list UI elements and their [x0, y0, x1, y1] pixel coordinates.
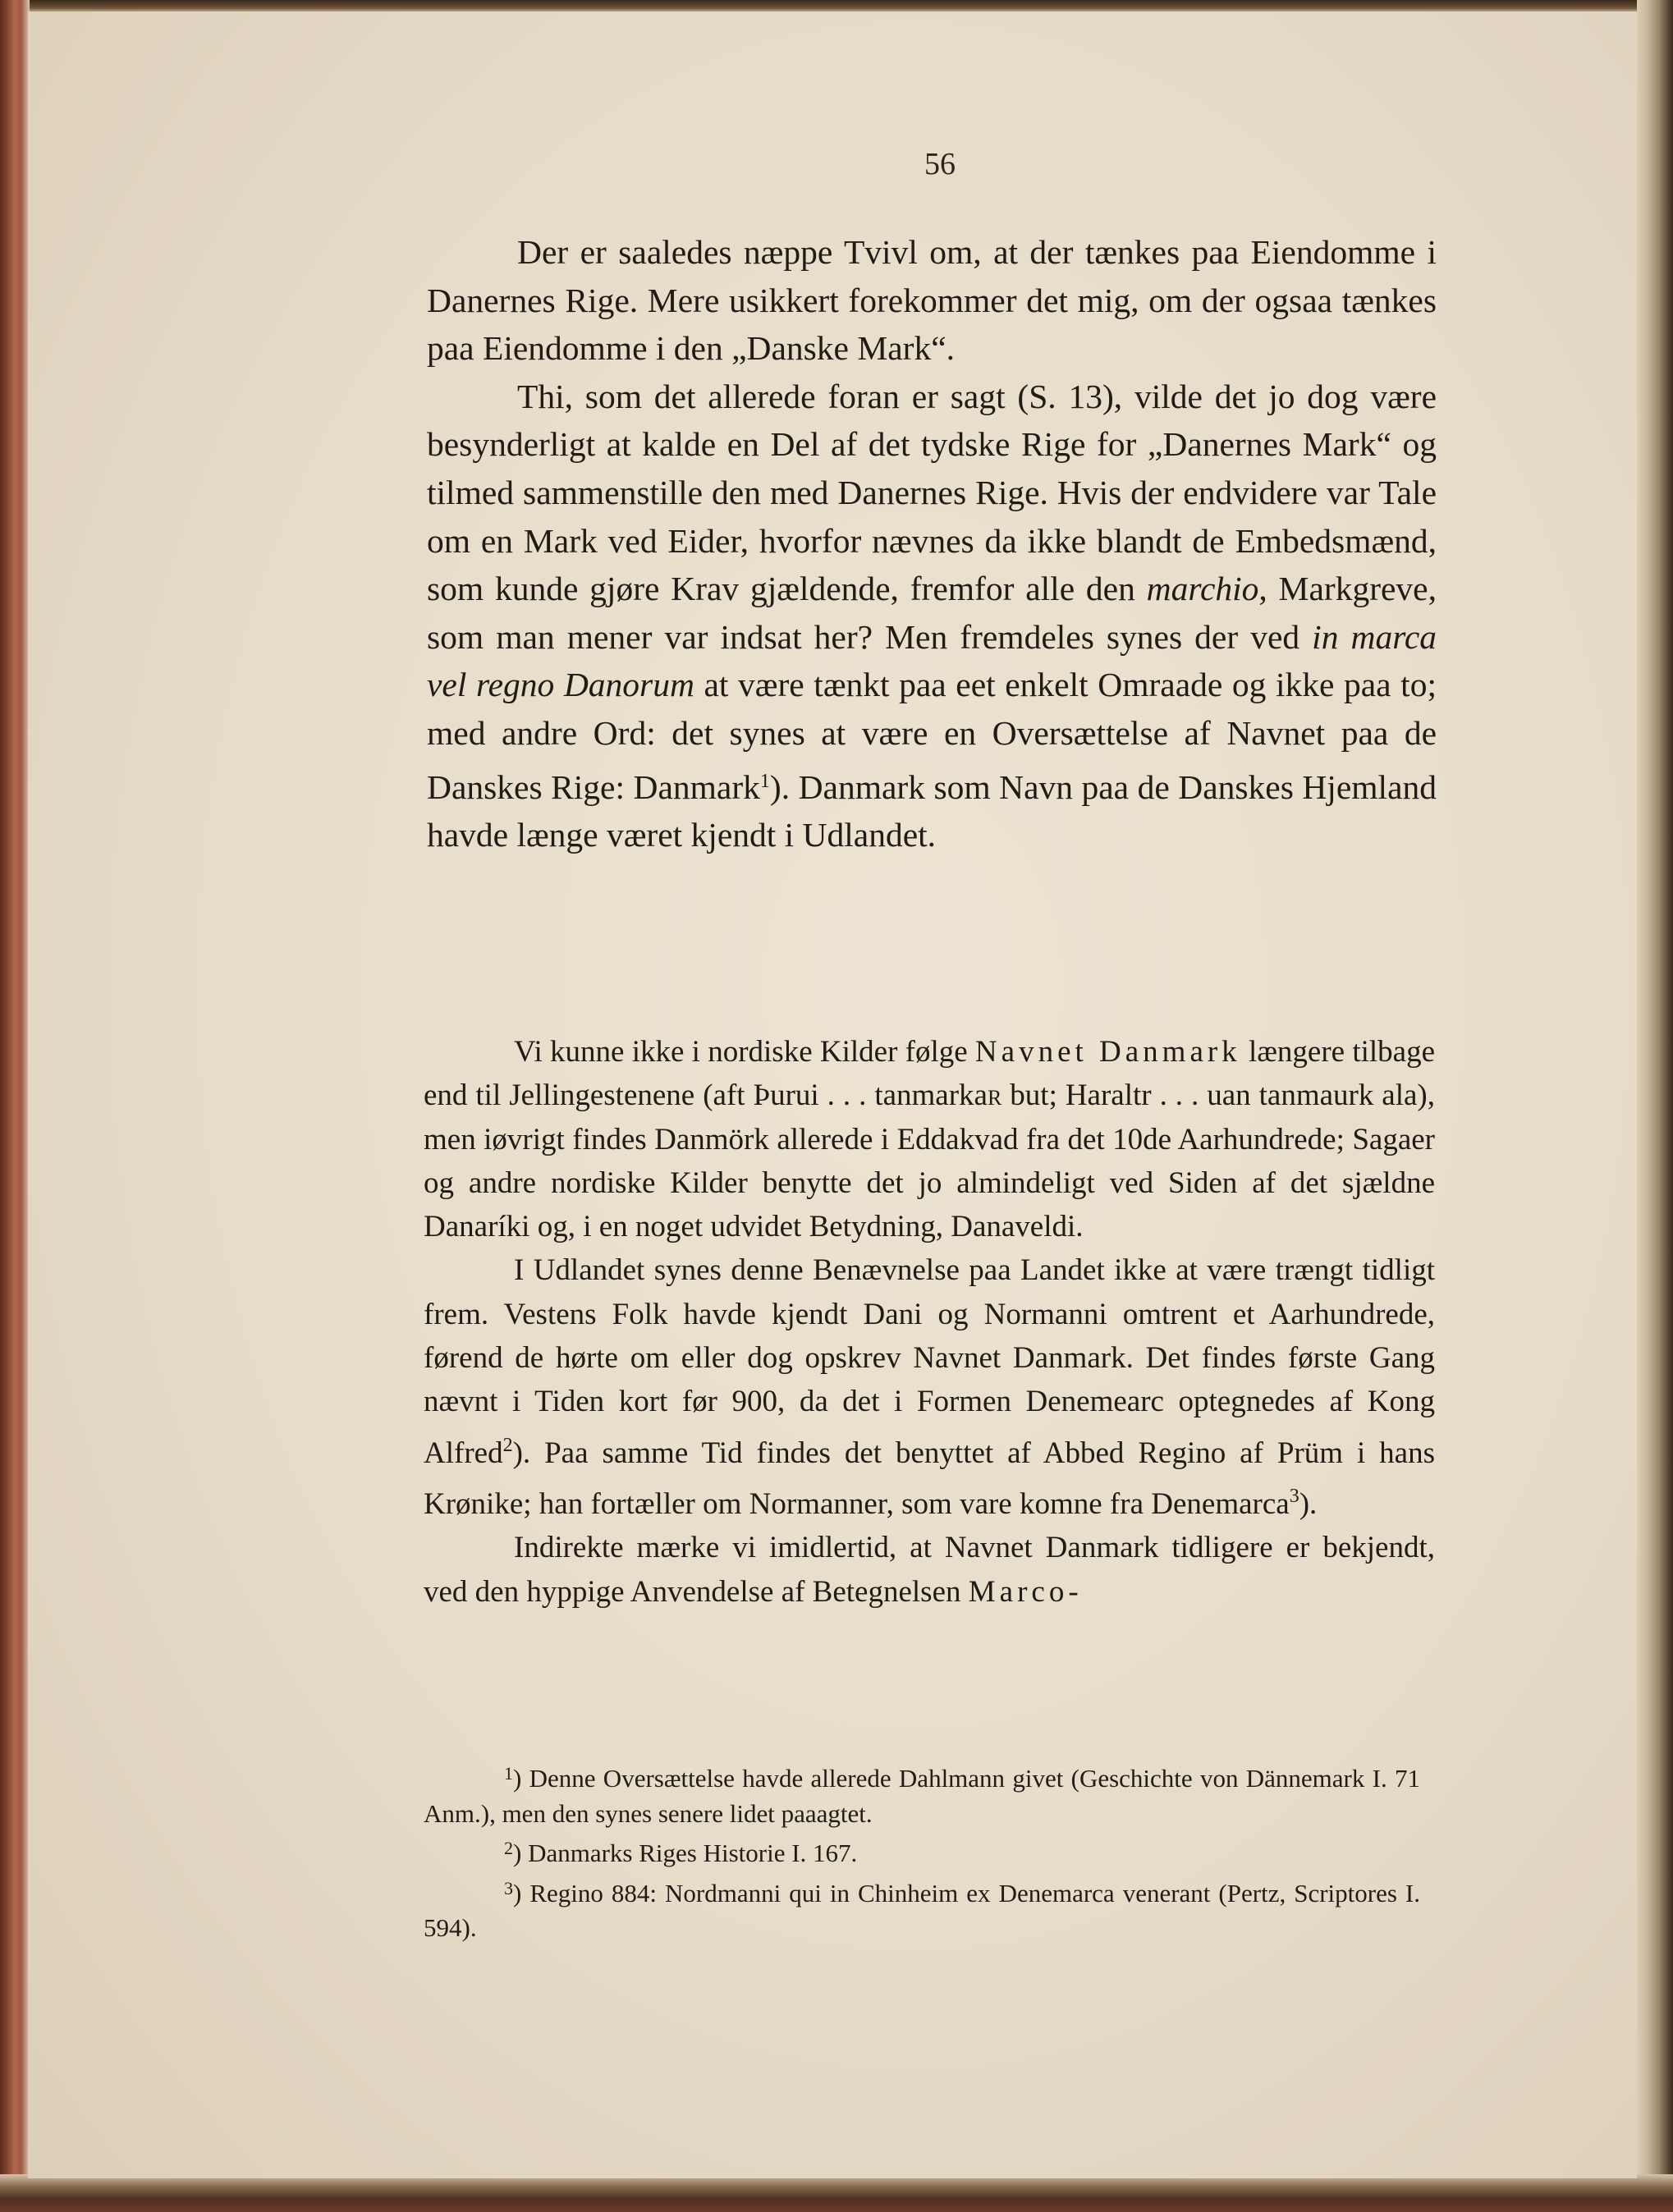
paragraph-2-text-b: , Markgreve, som man mener var indsat her? Men fremdeles synes der ved [427, 570, 1437, 656]
paragraph-1: Der er saaledes næppe Tvivl om, at der tænkes paa Eiendomme i Danernes Rige. Mere usikkert forekommer det mig, om der ogsaa tænkes paa Eiendomme i den „Danske Mark“. [427, 233, 1437, 368]
spaced-name-danmark: Navnet Danmark [974, 1035, 1241, 1069]
paragraph-2-text-c: at være tænkt paa eet enkelt Omraade og ikke paa to; med andre Ord: det synes at være en Oversættelse af Navnet paa de Danskes Rige: Danmark [427, 666, 1437, 806]
footnote-3-text: ) Regino 884: Nordmanni qui in Chinheim ex Denemarca venerant (Pertz, Scriptores I. 594). [424, 1878, 1420, 1943]
paragraph-3 [424, 1030, 1435, 1248]
paragraph-3-text-c: but; Haraltr . . . uan tanmaurk ala), men iøvrigt findes Danmörk allerede i Eddakvad fra det 10de Aarhundrede; Sagaer og andre nordiske Kilder benytte det jo almindeligt ved Siden af det sjældne Danaríki og, i en noget udvidet Betydning, Danaveldi. [424, 1079, 1436, 1244]
footnote-3-mark: 3 [504, 1877, 513, 1898]
footnote-1-text: ) Denne Oversættelse havde allerede Dahlmann givet (Geschichte von Dännemark I. 71 Anm.), men den synes senere lidet paaagtet. [424, 1764, 1420, 1828]
book-binding-left [0, 0, 30, 2212]
paragraph-4-text-b: ). Paa samme Tid findes det benyttet af Abbed Regino af Prüm i hans Krønike; han fortæller om Normanner, som vare komne fra Denemarca [424, 1436, 1435, 1521]
book-edge-right [1637, 0, 1673, 2212]
book-bottom-edge [0, 2174, 1673, 2212]
paragraph-4 [424, 1248, 1435, 1526]
small-print-text [424, 1030, 1435, 1614]
footnote-ref-2: 2 [502, 1434, 513, 1456]
footnote-1-mark: 1 [504, 1763, 513, 1784]
paragraph-3-text-a: Vi kunne ikke i nordiske Kilder følge [514, 1035, 975, 1069]
runic-small-cap-r: r [987, 1079, 1002, 1113]
footnote-2 [424, 1831, 1420, 1871]
footnotes [424, 1756, 1420, 1946]
paragraph-2-text-a: Thi, som det allerede foran er sagt (S. 13), vilde det jo dog være besynderligt at kalde en Del af det tydske Rige for „Danernes Mark“ og tilmed sammenstille den med Danernes Rige. Hvis der endvidere var Tale om en Mark ved Eider, hvorfor nævnes da ikke blandt de Embedsmænd, som kunde gjøre Krav gjældende, fremfor alle den [427, 377, 1437, 608]
footnote-2-mark: 2 [504, 1838, 513, 1859]
main-text [427, 228, 1437, 859]
paragraph-4-text-a: I Udlandet synes denne Benævnelse paa Landet ikke at være trængt tidligt frem. Vestens Folk havde kjendt Dani og Normanni omtrent et Aarhundrede, førend de hørte om eller dog opskrev Navnet Danmark. Det findes første Gang nævnt i Tiden kort før 900, da det i Formen Denemearc optegnedes af Kong Alfred [424, 1253, 1435, 1470]
footnote-ref-1: 1 [759, 770, 770, 792]
spaced-word-marco: Marco- [968, 1574, 1083, 1609]
paragraph-4-text-c: ). [1299, 1486, 1318, 1521]
paragraph-2-text-d: ). Danmark som Navn paa de Danskes Hjemland havde længe været kjendt i Udlandet. [427, 767, 1437, 854]
footnote-3 [424, 1871, 1420, 1946]
paragraph-3-text-b: længere tilbage end til Jellingestenene (aft Þurui . . . tanmarka [424, 1035, 1435, 1113]
paragraph-5 [424, 1526, 1435, 1614]
paragraph-5-text-a: Indirekte mærke vi imidlertid, at Navnet Danmark tidligere er bekjendt, ved den hyppige Anvendelse af Betegnelsen [424, 1531, 1435, 1609]
page-number: 56 [924, 147, 956, 181]
footnote-ref-3: 3 [1289, 1485, 1299, 1507]
footnote-2-text: ) Danmarks Riges Historie I. 167. [513, 1839, 858, 1868]
italic-latin-phrase: in marca vel regno Danorum [427, 617, 1437, 704]
paragraph-2 [427, 373, 1437, 859]
italic-marchio: marchio [1146, 570, 1259, 608]
footnote-1 [424, 1756, 1420, 1831]
